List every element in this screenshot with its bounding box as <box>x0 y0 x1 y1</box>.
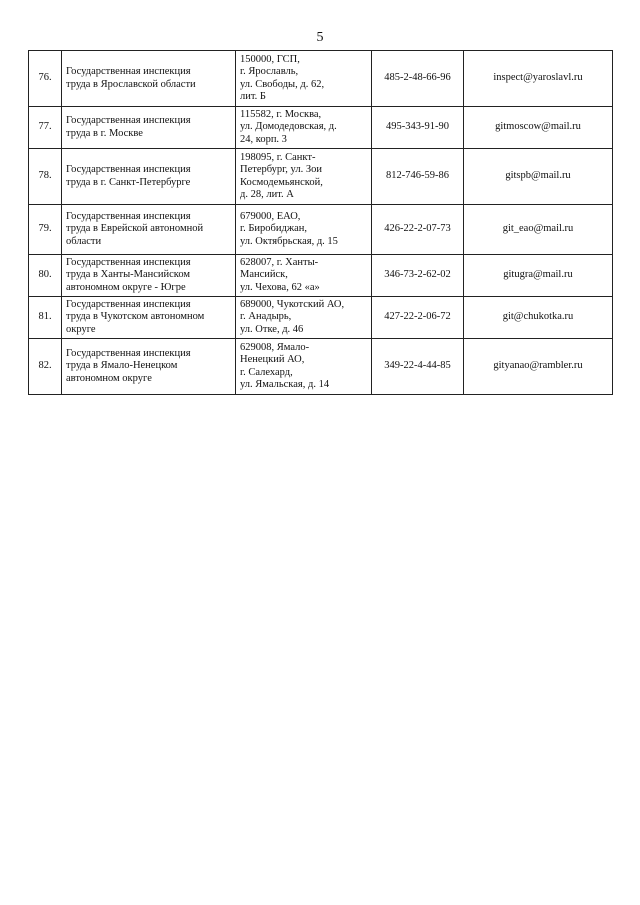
name-line: округе <box>66 323 96 335</box>
name-line: Государственная инспекция <box>66 256 191 268</box>
row-number: 76. <box>29 51 62 107</box>
address-line: 628007, г. Ханты- <box>240 256 319 268</box>
row-number: 80. <box>29 255 62 297</box>
table-row <box>29 339 613 395</box>
inspection-address <box>236 149 372 205</box>
email-address: git@chukotka.ru <box>464 297 613 339</box>
row-number: 79. <box>29 205 62 255</box>
phone-number: 349-22-4-44-85 <box>372 339 464 395</box>
address-line: г. Биробиджан, <box>240 223 307 235</box>
table-row <box>29 149 613 205</box>
address-line: лит. Б <box>240 91 266 102</box>
address-line: ул. Октябрьская, д. 15 <box>240 235 338 247</box>
address-line: 679000, ЕАО, <box>240 210 301 222</box>
inspection-name <box>62 205 236 255</box>
address-line: ул. Чехова, 62 «а» <box>240 281 320 293</box>
name-line: Государственная инспекция <box>66 298 191 310</box>
address-line: 629008, Ямало- <box>240 341 310 353</box>
name-line: труда в г. Санкт-Петербурге <box>66 176 191 188</box>
address-line: г. Анадырь, <box>240 311 292 323</box>
address-line: 24, корп. 3 <box>240 133 287 145</box>
inspection-address <box>236 51 372 107</box>
page-number: 5 <box>316 30 324 45</box>
phone-number: 485-2-48-66-96 <box>372 51 464 107</box>
address-line: Космодемьянской, <box>240 176 323 188</box>
name-line: труда в Ярославской области <box>66 78 196 90</box>
email-address: inspect@yaroslavl.ru <box>464 51 613 107</box>
inspection-address <box>236 255 372 297</box>
inspection-address <box>236 205 372 255</box>
address-line: г. Салехард, <box>240 366 293 378</box>
name-line: автономном округе - Югре <box>66 281 186 293</box>
inspection-name <box>62 339 236 395</box>
inspection-name <box>62 297 236 339</box>
name-line: труда в г. Москве <box>66 127 143 139</box>
row-number: 77. <box>29 107 62 149</box>
address-line: д. 28, лит. А <box>240 189 294 200</box>
inspection-name <box>62 51 236 107</box>
name-line: Государственная инспекция <box>66 210 191 222</box>
address-line: Петербург, ул. Зои <box>240 164 322 175</box>
inspection-address <box>236 107 372 149</box>
table-row <box>29 107 613 149</box>
name-line: Государственная инспекция <box>66 164 191 175</box>
name-line: труда в Ханты-Мансийском <box>66 269 191 281</box>
row-number: 78. <box>29 149 62 205</box>
email-address: gitspb@mail.ru <box>464 149 613 205</box>
table-row <box>29 51 613 107</box>
inspection-name <box>62 149 236 205</box>
address-line: ул. Отке, д. 46 <box>240 323 304 335</box>
address-line: Мансийск, <box>240 269 288 281</box>
name-line: труда в Еврейской автономной <box>66 223 204 235</box>
phone-number: 427-22-2-06-72 <box>372 297 464 339</box>
inspection-name <box>62 107 236 149</box>
address-line: 150000, ГСП, <box>240 53 300 65</box>
email-address: gitmoscow@mail.ru <box>464 107 613 149</box>
name-line: области <box>66 235 102 247</box>
row-number: 82. <box>29 339 62 395</box>
row-number: 81. <box>29 297 62 339</box>
name-line: труда в Ямало-Ненецком <box>66 360 178 372</box>
phone-number: 812-746-59-86 <box>372 149 464 205</box>
table-row <box>29 205 613 255</box>
address-line: ул. Домодедовская, д. <box>240 121 337 133</box>
address-line: 115582, г. Москва, <box>240 108 322 120</box>
phone-number: 495-343-91-90 <box>372 107 464 149</box>
table-row <box>29 255 613 297</box>
email-address: gityanao@rambler.ru <box>464 339 613 395</box>
name-line: Государственная инспекция <box>66 115 191 126</box>
email-address: gitugra@mail.ru <box>464 255 613 297</box>
phone-number: 346-73-2-62-02 <box>372 255 464 297</box>
address-line: ул. Свободы, д. 62, <box>240 78 325 90</box>
address-line: г. Ярославль, <box>240 66 299 77</box>
name-line: Государственная инспекция <box>66 347 191 359</box>
inspections-table <box>28 50 613 395</box>
table-row <box>29 297 613 339</box>
inspection-address <box>236 297 372 339</box>
address-line: 198095, г. Санкт- <box>240 151 316 163</box>
name-line: автономном округе <box>66 372 152 384</box>
table-body <box>29 51 613 395</box>
address-line: 689000, Чукотский АО, <box>240 298 345 310</box>
inspection-address <box>236 339 372 395</box>
address-line: Ненецкий АО, <box>240 354 305 365</box>
phone-number: 426-22-2-07-73 <box>372 205 464 255</box>
email-address: git_eao@mail.ru <box>464 205 613 255</box>
address-line: ул. Ямальская, д. 14 <box>240 379 330 390</box>
inspection-name <box>62 255 236 297</box>
name-line: труда в Чукотском автономном <box>66 311 205 323</box>
name-line: Государственная инспекция <box>66 66 191 77</box>
